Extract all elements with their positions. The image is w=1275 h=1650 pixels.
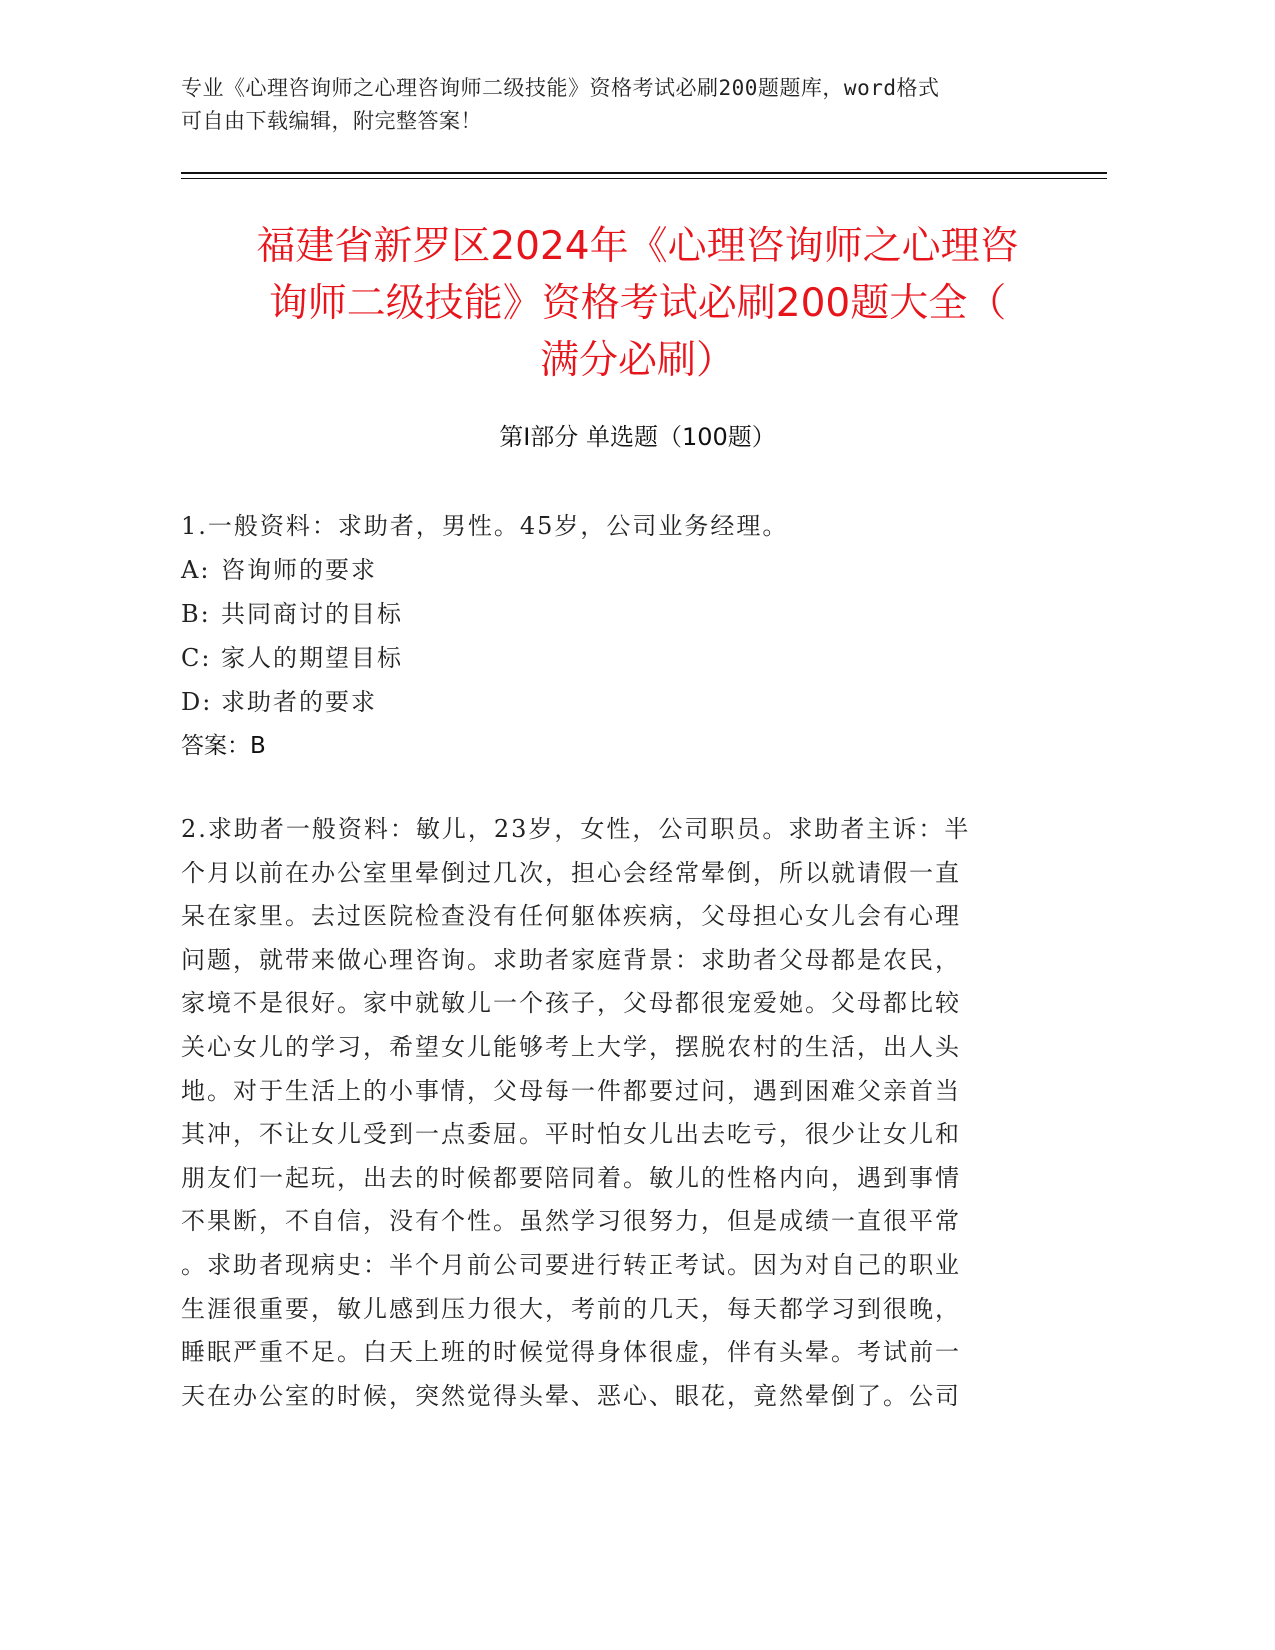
question-text-line: 天在办公室的时候，突然觉得头晕、恶心、眼花，竟然晕倒了。公司 xyxy=(181,1381,961,1410)
header-note-line: 可自由下载编辑，附完整答案！ xyxy=(181,109,482,133)
document-title xyxy=(150,218,1125,389)
question-text-line: 地。对于生活上的小事情，父母每一件都要过问，遇到困难父亲首当 xyxy=(181,1076,961,1105)
question-text-line: 个月以前在办公室里晕倒过几次，担心会经常晕倒，所以就请假一直 xyxy=(181,858,961,887)
option-text: 共同商讨的目标 xyxy=(221,600,403,628)
header-note xyxy=(181,72,1081,138)
option-a xyxy=(181,548,1041,592)
answer-line: 答案：B xyxy=(181,733,266,759)
option-key: B: xyxy=(181,600,211,628)
title-line: 询师二级技能》资格考试必刷200题大全（ xyxy=(268,281,1007,326)
question-text-line: 问题，就带来做心理咨询。求助者家庭背景：求助者父母都是农民， xyxy=(181,945,961,974)
question-text-line: 家境不是很好。家中就敏儿一个孩子，父母都很宠爱她。父母都比较 xyxy=(181,989,961,1018)
question-1 xyxy=(181,504,1041,768)
option-text: 家人的期望目标 xyxy=(221,644,403,672)
option-c xyxy=(181,636,1041,680)
question-stem: 1.一般资料：求助者，男性。45岁，公司业务经理。 xyxy=(181,512,789,540)
option-d xyxy=(181,680,1041,724)
question-text-line: 2.求助者一般资料：敏儿，23岁，女性，公司职员。求助者主诉：半 xyxy=(181,815,971,843)
question-text-line: 。求助者现病史：半个月前公司要进行转正考试。因为对自己的职业 xyxy=(181,1250,961,1279)
option-key: D: xyxy=(181,688,213,716)
header-note-line: 专业《心理咨询师之心理咨询师二级技能》资格考试必刷200题题库，word格式 xyxy=(181,76,940,100)
title-line: 福建省新罗区2024年《心理咨询师之心理咨 xyxy=(256,224,1019,269)
question-text-line: 其冲，不让女儿受到一点委屈。平时怕女儿出去吃亏，很少让女儿和 xyxy=(181,1120,961,1149)
header-divider-thick xyxy=(181,172,1107,174)
question-text-line: 不果断，不自信，没有个性。虽然学习很努力，但是成绩一直很平常 xyxy=(181,1207,961,1236)
option-key: C: xyxy=(181,644,212,672)
header-divider-thin xyxy=(181,178,1107,179)
section-heading: 第Ⅰ部分 单选题（100题） xyxy=(499,423,776,451)
option-text: 求助者的要求 xyxy=(221,688,377,716)
option-key: A: xyxy=(181,556,211,584)
option-text: 咨询师的要求 xyxy=(221,556,377,584)
question-text-line: 关心女儿的学习，希望女儿能够考上大学，摆脱农村的生活，出人头 xyxy=(181,1032,961,1061)
question-2 xyxy=(181,808,1017,1418)
question-text-line: 朋友们一起玩，出去的时候都要陪同着。敏儿的性格内向，遇到事情 xyxy=(181,1163,961,1192)
question-text-line: 生涯很重要，敏儿感到压力很大，考前的几天，每天都学习到很晚， xyxy=(181,1294,961,1323)
question-text-line: 呆在家里。去过医院检查没有任何躯体疾病，父母担心女儿会有心理 xyxy=(181,902,961,931)
question-text-line: 睡眠严重不足。白天上班的时候觉得身体很虚，伴有头晕。考试前一 xyxy=(181,1338,961,1367)
title-line: 满分必刷） xyxy=(539,338,735,383)
option-b xyxy=(181,592,1041,636)
